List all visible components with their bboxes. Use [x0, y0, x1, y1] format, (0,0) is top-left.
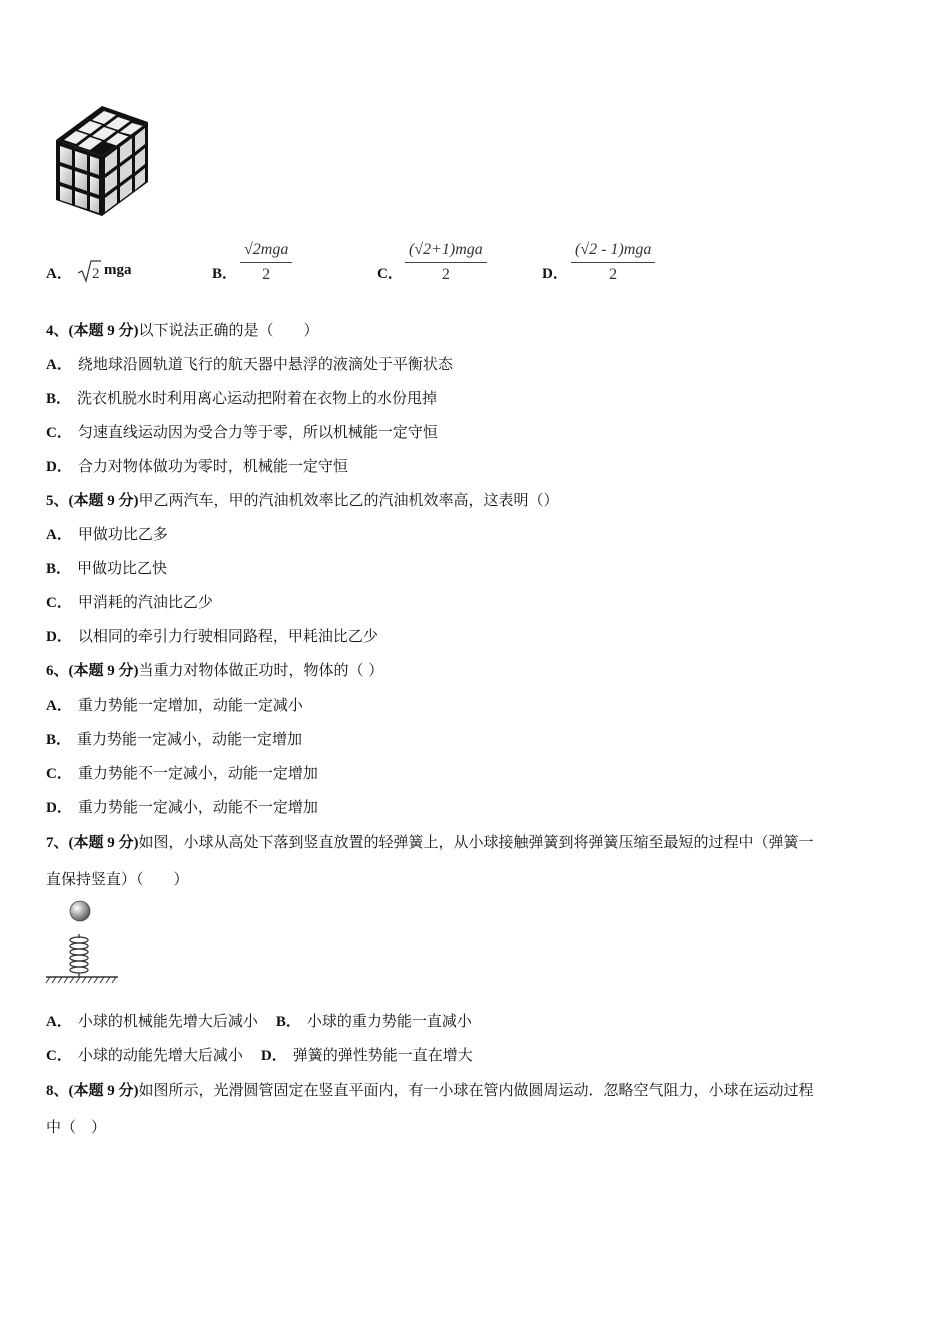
question-8-stem-line2: 中（ ） [46, 1118, 107, 1136]
question-6-stem: 6、(本题 9 分)当重力对物体做正功时，物体的（ ） [46, 661, 384, 679]
option-d-fraction [571, 238, 655, 287]
q7-options-row-1: A． 小球的机械能先增大后减小 B． 小球的重力势能一直减小 [46, 1012, 472, 1030]
question-7-stem-line2: 直保持竖直）（ ） [46, 870, 189, 888]
option-c-denominator: 2 [441, 266, 450, 283]
option-a-value: mga [104, 262, 132, 278]
option-d-label: D． [542, 266, 568, 282]
option-a-label: A． [46, 266, 72, 282]
cube-figure [44, 100, 160, 218]
option-c-numerator: (√2+1)mga [405, 238, 487, 263]
option-b-label: B． [212, 266, 238, 282]
q7-options-row-2: C． 小球的动能先增大后减小 D． 弹簧的弹性势能一直在增大 [46, 1046, 473, 1064]
option-c-label: C． [377, 266, 403, 282]
option-b-fraction [240, 238, 292, 287]
q5-option-c: C． 甲消耗的汽油比乙少 [46, 593, 213, 611]
q4-option-a: A． 绕地球沿圆轨道飞行的航天器中悬浮的液滴处于平衡状态 [46, 355, 453, 373]
q6-option-c: C． 重力势能不一定减小，动能一定增加 [46, 764, 318, 782]
svg-text:2: 2 [92, 266, 100, 282]
option-d-denominator: 2 [609, 266, 618, 283]
q4-option-d: D． 合力对物体做功为零时，机械能一定守恒 [46, 457, 348, 475]
question-5-stem: 5、(本题 9 分)甲乙两汽车，甲的汽油机效率比乙的汽油机效率高，这表明（） [46, 491, 559, 509]
q6-option-d: D． 重力势能一定减小，动能不一定增加 [46, 798, 318, 816]
q4-option-b: B． 洗衣机脱水时利用离心运动把附着在衣物上的水份甩掉 [46, 389, 438, 407]
q5-option-b: B． 甲做功比乙快 [46, 559, 168, 577]
q6-option-a: A． 重力势能一定增加，动能一定减小 [46, 696, 303, 714]
option-c-fraction [405, 238, 487, 287]
question-7-stem-line1: 7、(本题 9 分)如图，小球从高处下落到竖直放置的轻弹簧上，从小球接触弹簧到将弹簧压缩至最短的过程中（弹簧一 [46, 833, 814, 851]
question-8-stem-line1: 8、(本题 9 分)如图所示，光滑圆管固定在竖直平面内，有一小球在管内做圆周运动．忽略空气阻力，小球在运动过程 [46, 1081, 814, 1099]
ball-spring-figure [44, 898, 120, 988]
option-d-numerator: (√2 - 1)mga [571, 238, 655, 263]
q5-option-a: A． 甲做功比乙多 [46, 525, 168, 543]
q5-option-d: D． 以相同的牵引力行驶相同路程，甲耗油比乙少 [46, 627, 378, 645]
option-b-numerator: √2mga [240, 238, 292, 263]
sqrt-two-symbol [76, 258, 102, 284]
q4-option-c: C． 匀速直线运动因为受合力等于零，所以机械能一定守恒 [46, 423, 438, 441]
q6-option-b: B． 重力势能一定减小，动能一定增加 [46, 730, 303, 748]
question-4-stem: 4、(本题 9 分)以下说法正确的是（ ） [46, 321, 319, 339]
option-b-denominator: 2 [262, 266, 271, 283]
